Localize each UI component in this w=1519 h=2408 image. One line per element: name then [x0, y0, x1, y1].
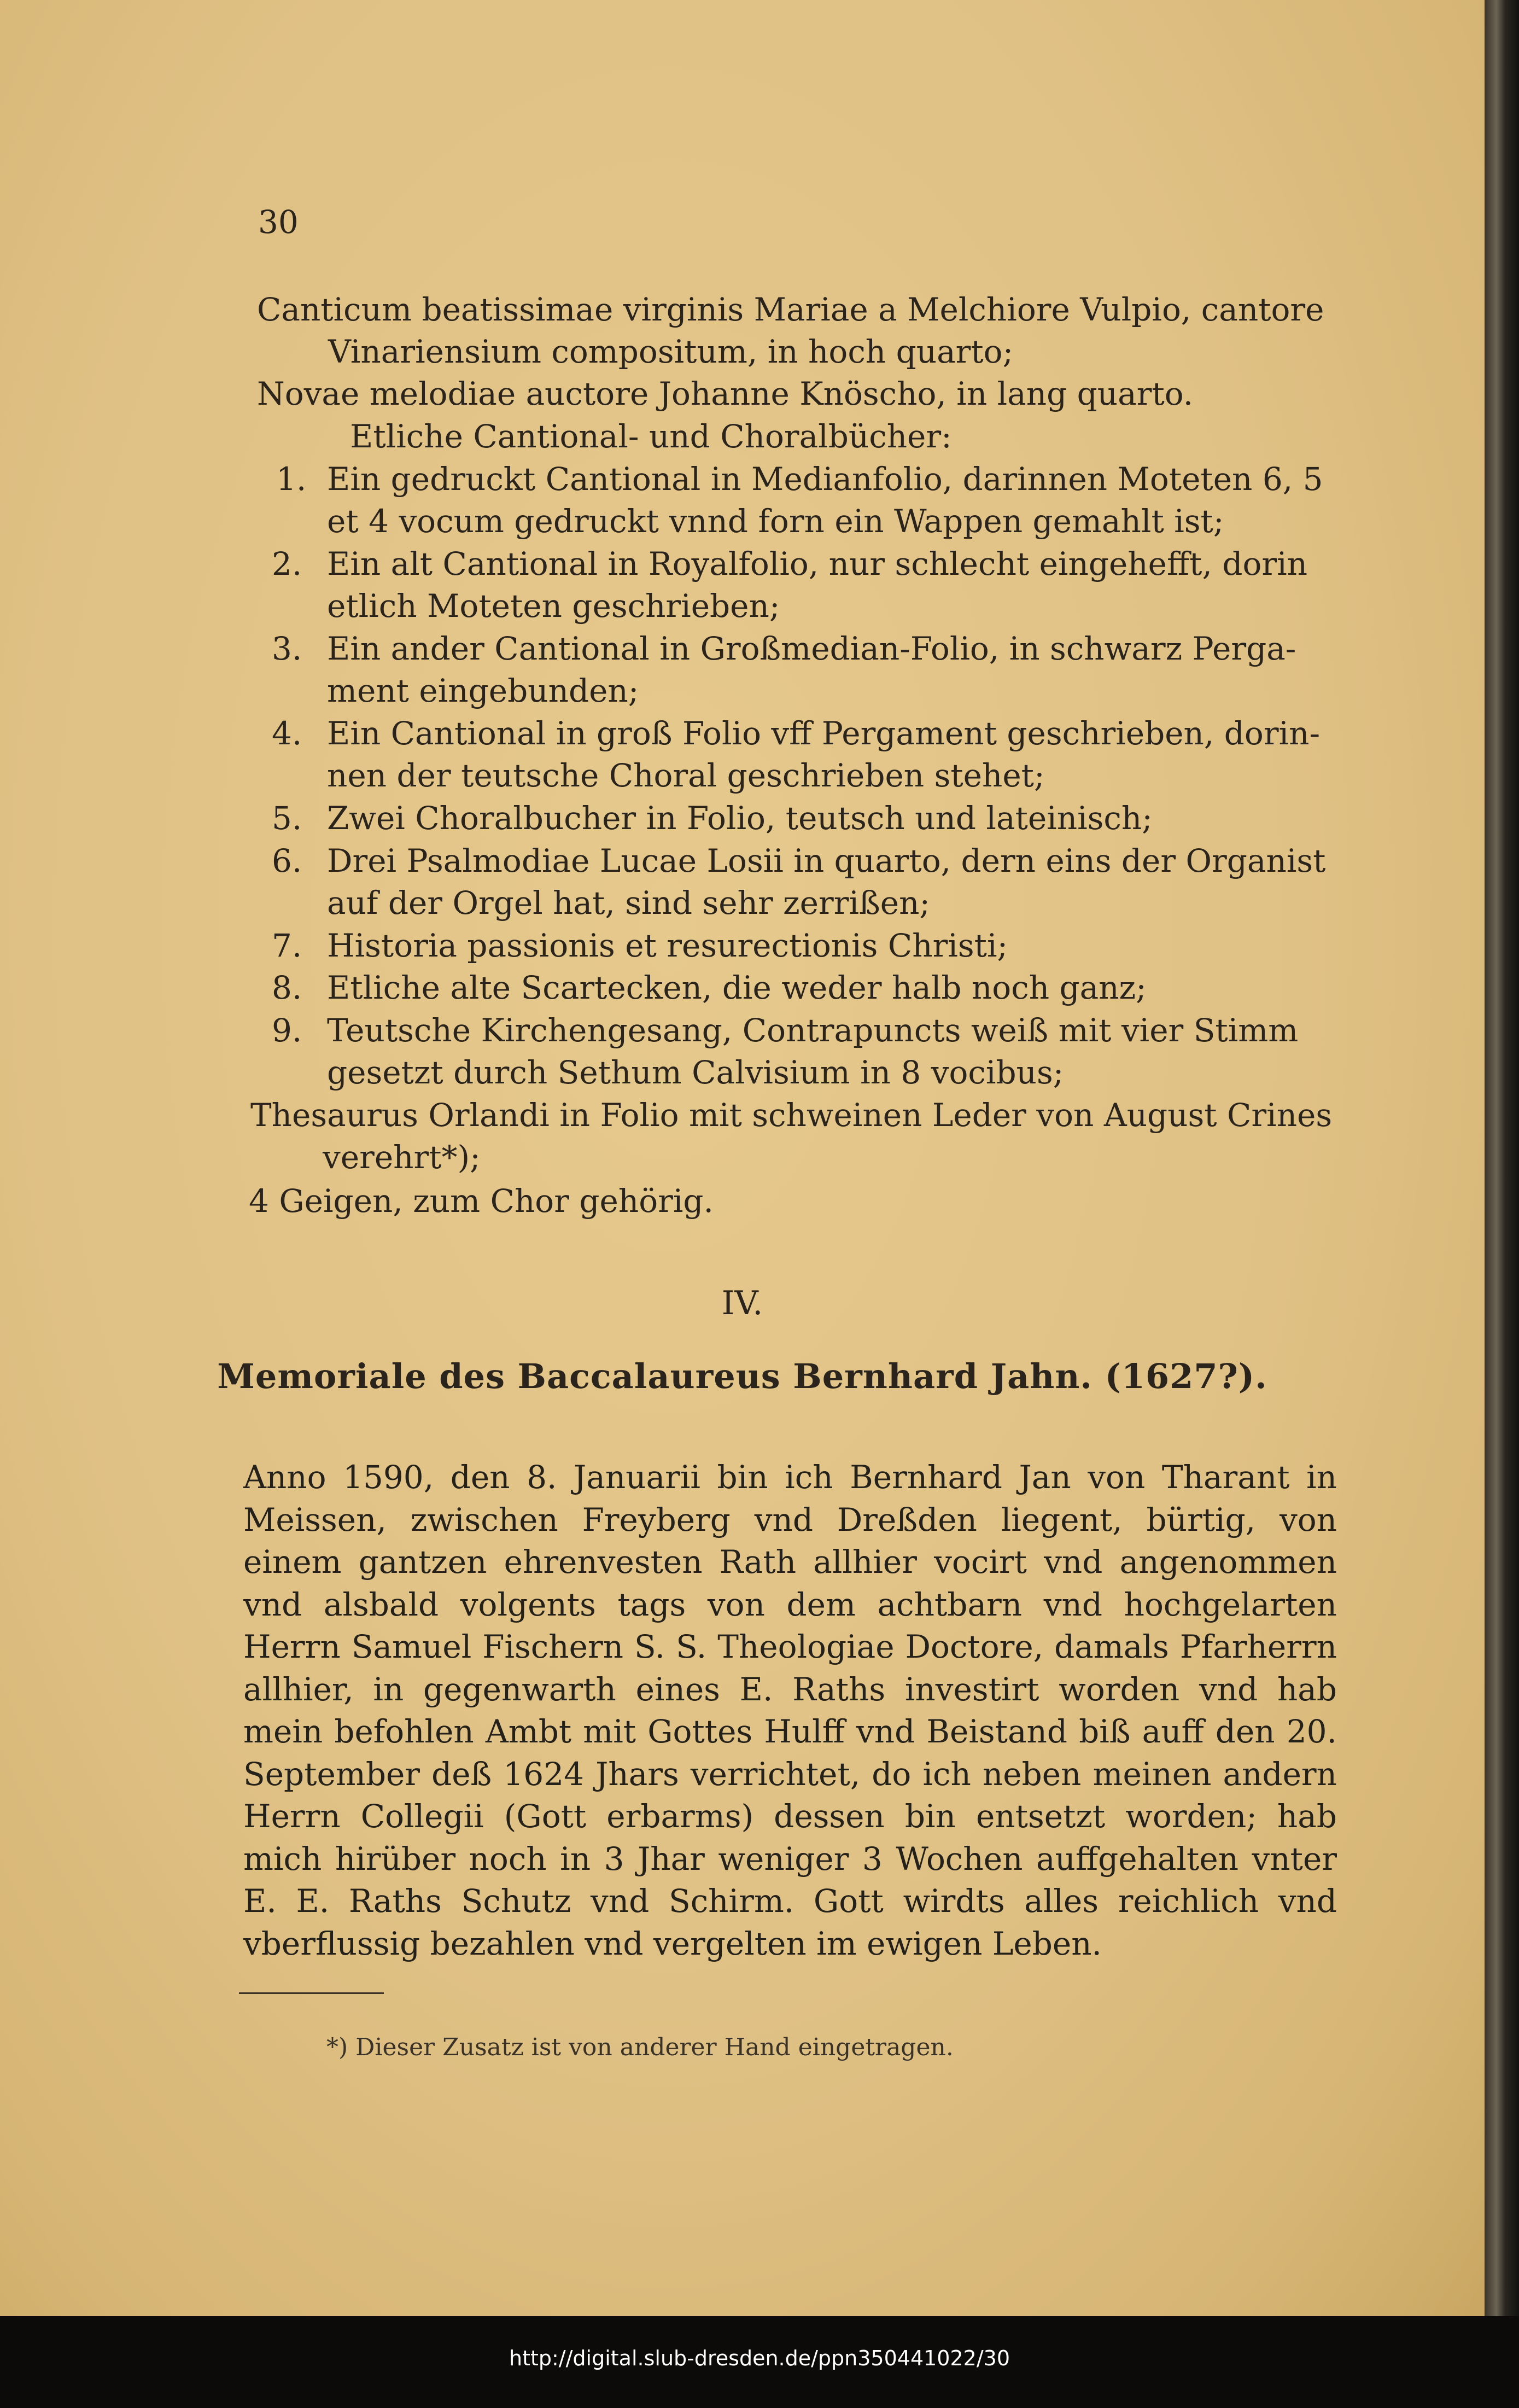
item-number-6: 6.: [272, 842, 302, 879]
intro-line-2: Vinariensium compositum, in hoch quarto;: [328, 333, 1014, 370]
intro-line-4: Etliche Cantional- und Choralbücher:: [350, 418, 952, 455]
page-number: 30: [258, 203, 299, 241]
item-number-2: 2.: [272, 545, 302, 582]
item-3-line-2: ment eingebunden;: [327, 672, 639, 709]
item-number-7: 7.: [272, 927, 302, 964]
item-1-line-1: Ein gedruckt Cantional in Medianfolio, darinnen Moteten 6, 5: [327, 460, 1323, 498]
section-number: IV.: [721, 1284, 763, 1322]
item-4-line-1: Ein Cantional in groß Folio vff Pergament geschrieben, dorin-: [327, 715, 1321, 752]
section-title: Memoriale des Baccalaureus Bernhard Jahn. (1627?).: [217, 1356, 1267, 1396]
page-edge: [1485, 0, 1519, 2316]
thesaurus-line-1: Thesaurus Orlandi in Folio mit schweinen Leder von August Crines: [250, 1097, 1333, 1134]
intro-line-3: Novae melodiae auctore Johanne Knöscho, in lang quarto.: [257, 375, 1194, 412]
item-number-9: 9.: [272, 1012, 302, 1049]
item-6-line-2: auf der Orgel hat, sind sehr zerrißen;: [327, 884, 930, 922]
item-8-line-1: Etliche alte Scartecken, die weder halb noch ganz;: [327, 969, 1147, 1006]
item-9-line-2: gesetzt durch Sethum Calvisium in 8 vocibus;: [327, 1054, 1064, 1091]
item-number-3: 3.: [272, 630, 302, 667]
item-5-line-1: Zwei Choralbucher in Folio, teutsch und lateinisch;: [327, 800, 1153, 837]
footnote: *) Dieser Zusatz ist von anderer Hand eingetragen.: [326, 2033, 954, 2061]
source-url[interactable]: http://digital.slub-dresden.de/ppn350441022/30: [509, 2346, 1010, 2370]
item-3-line-1: Ein ander Cantional in Großmedian-Folio, in schwarz Perga-: [327, 630, 1296, 667]
item-7-line-1: Historia passionis et resurectionis Christi;: [327, 927, 1008, 964]
item-number-5: 5.: [272, 800, 302, 837]
item-6-line-1: Drei Psalmodiae Lucae Losii in quarto, dern eins der Organist: [327, 842, 1326, 879]
item-2-line-2: etlich Moteten geschrieben;: [327, 587, 780, 625]
thesaurus-line-2: verehrt*);: [323, 1139, 481, 1176]
item-4-line-2: nen der teutsche Choral geschrieben stehet;: [327, 757, 1045, 794]
item-2-line-1: Ein alt Cantional in Royalfolio, nur schlecht eingehefft, dorin: [327, 545, 1308, 582]
footnote-rule: [239, 1992, 384, 1994]
item-number-1: 1.: [276, 460, 307, 498]
intro-line-1: Canticum beatissimae virginis Mariae a Melchiore Vulpio, cantore: [257, 291, 1324, 328]
item-9-line-1: Teutsche Kirchengesang, Contrapuncts weiß mit vier Stimm: [327, 1012, 1299, 1049]
item-number-8: 8.: [272, 969, 302, 1006]
item-1-line-2: et 4 vocum gedruckt vnnd forn ein Wappen gemahlt ist;: [327, 503, 1224, 540]
geigen-line: 4 Geigen, zum Chor gehörig.: [249, 1182, 714, 1220]
item-number-4: 4.: [272, 715, 302, 752]
memoriale-paragraph: Anno 1590, den 8. Januarii bin ich Bernhard Jan von Tharant in Meissen, zwischen Freyberg vnd Dreßden liegent, bürtig, von einem gantzen ehrenvesten Rath allhier vocirt vnd angenommen vnd alsbald volgents tags von dem achtbarn vnd hochgelarten Herrn Samuel Fischern S. S. Theologiae Doctore, damals Pfarherrn allhier, in gegenwarth eines E. Raths investirt worden vnd hab mein befohlen Ambt mit Gottes Hulff vnd Beistand biß auff den 20. September deß 1624 Jhars verrichtet, do ich neben meinen andern Herrn Collegii (Gott erbarms) dessen bin entsetzt worden; hab mich hirüber noch in 3 Jhar weniger 3 Wochen auffgehalten vnter E. E. Raths Schutz vnd Schirm. Gott wirdts alles reichlich vnd vberflussig bezahlen vnd vergelten im ewigen Leben.: [243, 1459, 1337, 1962]
